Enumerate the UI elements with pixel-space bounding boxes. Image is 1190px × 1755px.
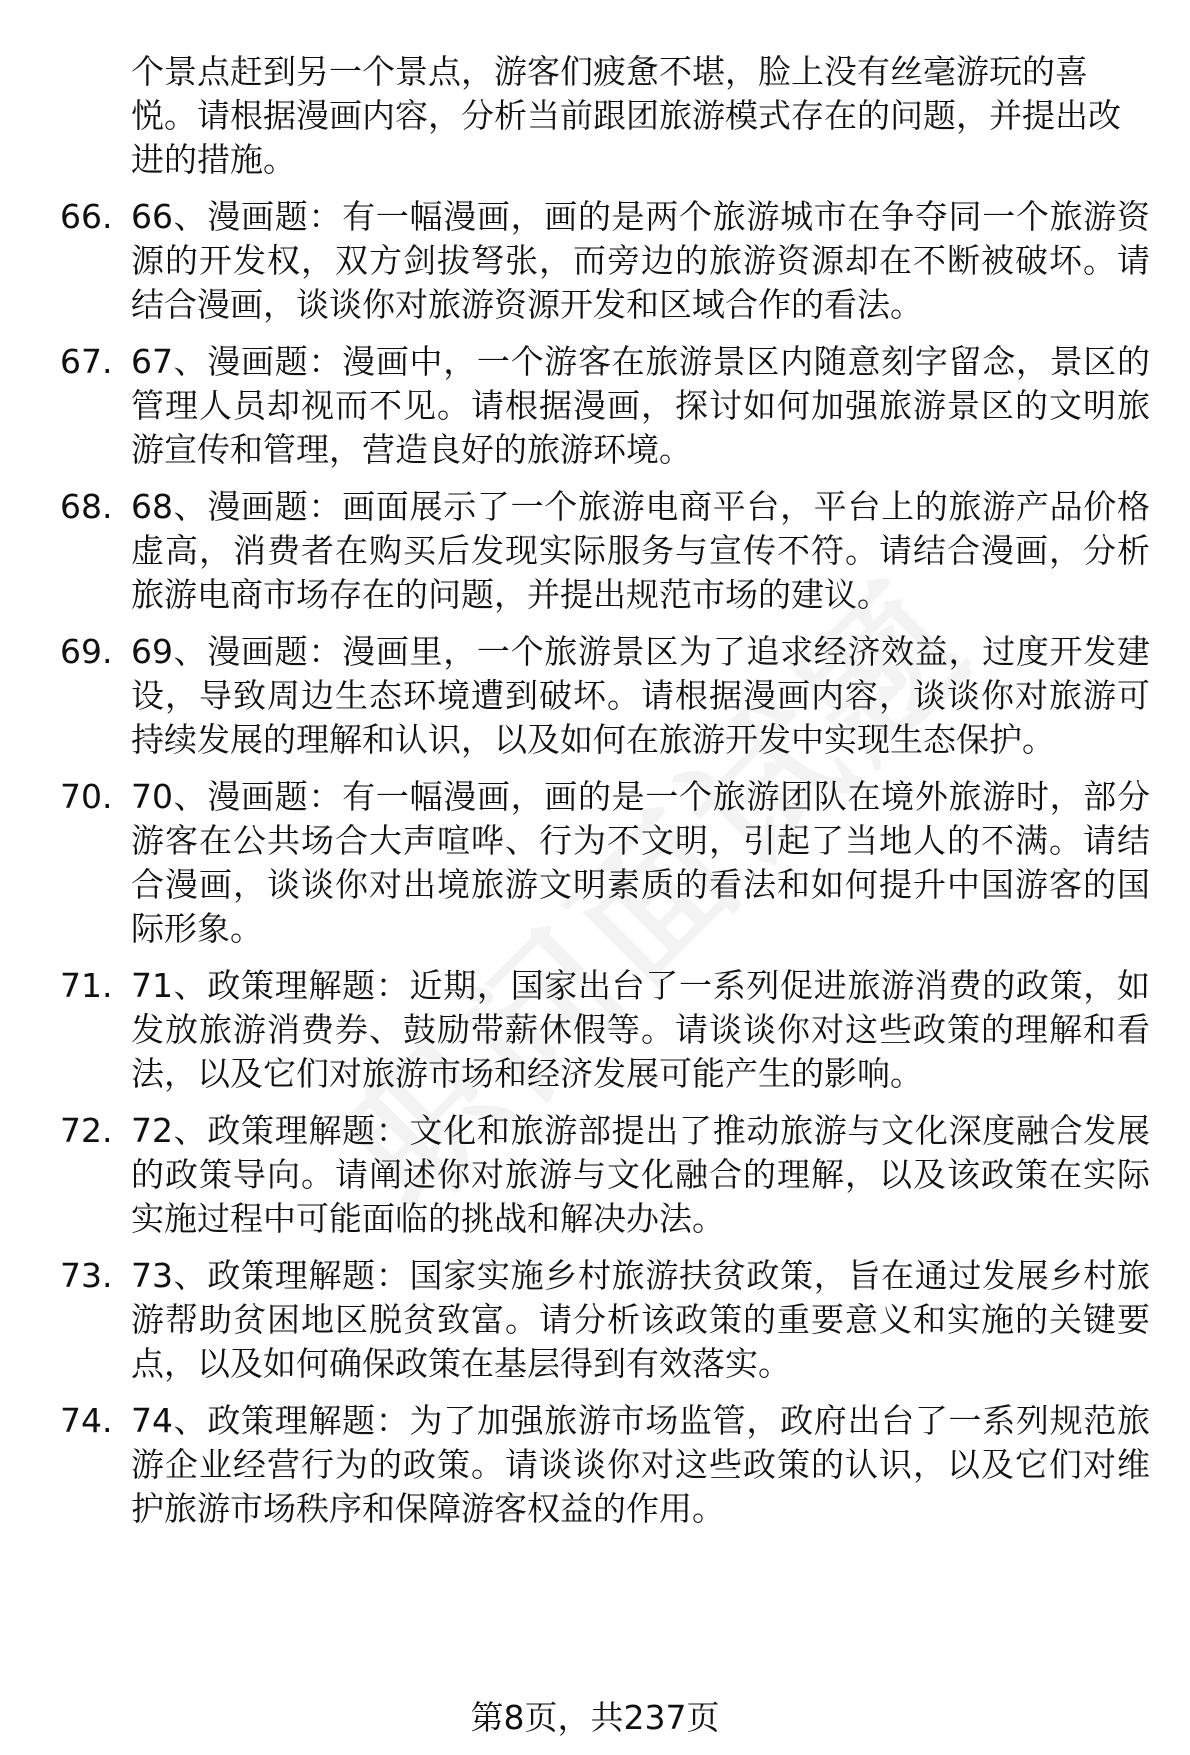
list-item (60, 1109, 1150, 1241)
item-number: 72. (60, 1111, 113, 1150)
item-text: 71、政策理解题：近期，国家出台了一系列促进旅游消费的政策，如发放旅游消费券、鼓励带薪休假等。请谈谈你对这些政策的理解和看法，以及它们对旅游市场和经济发展可能产生的影响。 (131, 966, 1150, 1093)
item-number: 66. (60, 197, 113, 236)
item-number: 74. (60, 1401, 113, 1440)
item-text: 73、政策理解题：国家实施乡村旅游扶贫政策，旨在通过发展乡村旅游帮助贫困地区脱贫致富。请分析该政策的重要意义和实施的关键要点，以及如何确保政策在基层得到有效落实。 (131, 1256, 1150, 1383)
list-item (60, 630, 1150, 762)
item-text: 69、漫画题：漫画里，一个旅游景区为了追求经济效益，过度开发建设，导致周边生态环境遭到破坏。请根据漫画内容，谈谈你对旅游可持续发展的理解和认识，以及如何在旅游开发中实现生态保护。 (131, 632, 1150, 759)
item-number: 71. (60, 966, 113, 1005)
list-item (60, 1399, 1150, 1531)
item-number: 70. (60, 777, 113, 816)
item-text: 70、漫画题：有一幅漫画，画的是一个旅游团队在境外旅游时，部分游客在公共场合大声喧哗、行为不文明，引起了当地人的不满。请结合漫画，谈谈你对出境旅游文明素质的看法和如何提升中国游客的国际形象。 (131, 777, 1150, 948)
item-text: 72、政策理解题：文化和旅游部提出了推动旅游与文化深度融合发展的政策导向。请阐述你对旅游与文化融合的理解，以及该政策在实际实施过程中可能面临的挑战和解决办法。 (131, 1111, 1150, 1238)
item-number: 69. (60, 632, 113, 671)
item-text: 66、漫画题：有一幅漫画，画的是两个旅游城市在争夺同一个旅游资源的开发权，双方剑拔弩张，而旁边的旅游资源却在不断被破坏。请结合漫画，谈谈你对旅游资源开发和区域合作的看法。 (131, 197, 1150, 324)
list-item (60, 964, 1150, 1096)
list-item (60, 775, 1150, 951)
list-item (60, 485, 1150, 617)
page-footer: 第8页，共237页 (470, 1698, 720, 1737)
list-item (60, 1254, 1150, 1386)
list-item (60, 340, 1150, 472)
item-text: 68、漫画题：画面展示了一个旅游电商平台，平台上的旅游产品价格虚高，消费者在购买后发现实际服务与宣传不符。请结合漫画，分析旅游电商市场存在的问题，并提出规范市场的建议。 (131, 487, 1150, 614)
item-number: 67. (60, 342, 113, 381)
continued-paragraph: 个景点赶到另一个景点，游客们疲惫不堪，脸上没有丝毫游玩的喜悦。请根据漫画内容，分析当前跟团旅游模式存在的问题，并提出改进的措施。 (131, 52, 1121, 179)
list-item (60, 195, 1150, 327)
item-number: 68. (60, 487, 113, 526)
item-text: 67、漫画题：漫画中，一个游客在旅游景区内随意刻字留念，景区的管理人员却视而不见。请根据漫画，探讨如何加强旅游景区的文明旅游宣传和管理，营造良好的旅游环境。 (131, 342, 1150, 469)
question-list (60, 50, 1150, 1544)
item-number: 73. (60, 1256, 113, 1295)
item-text: 74、政策理解题：为了加强旅游市场监管，政府出台了一系列规范旅游企业经营行为的政策。请谈谈你对这些政策的认识，以及它们对维护旅游市场秩序和保障游客权益的作用。 (131, 1401, 1150, 1528)
